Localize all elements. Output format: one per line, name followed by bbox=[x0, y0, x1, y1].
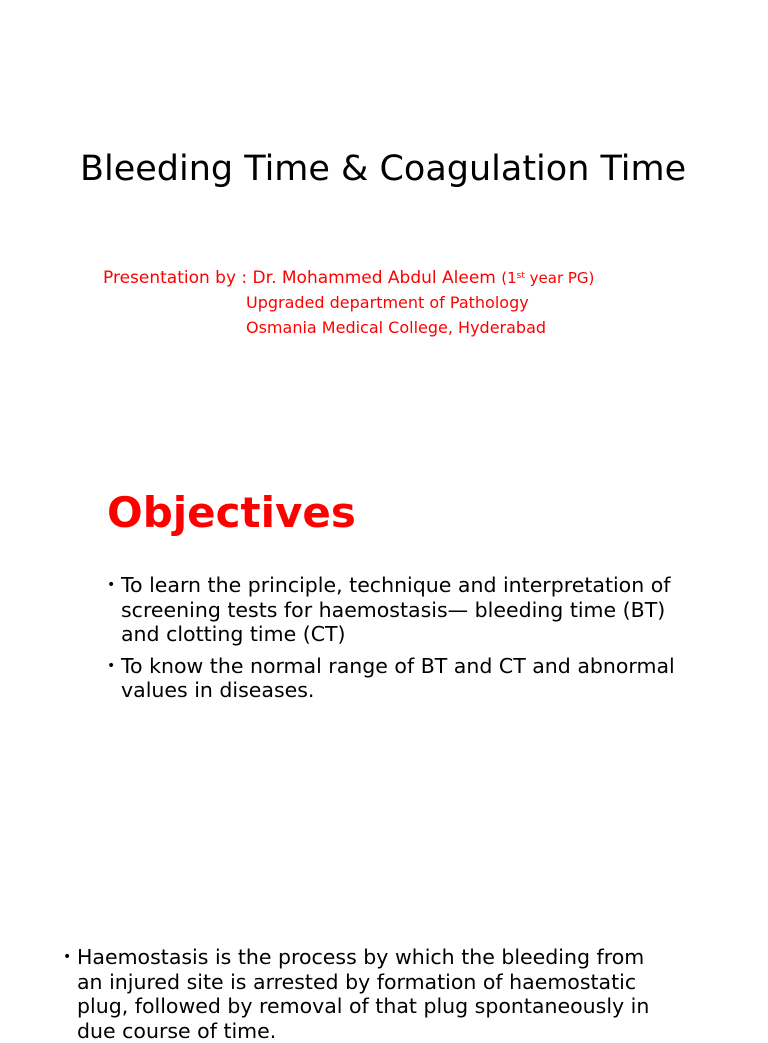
objective-text: To learn the principle, technique and interpretation of screening tests for haemostasis— bleeding time (BT) and clotting time (CT) bbox=[121, 573, 671, 646]
presenter-name: Presentation by : Dr. Mohammed Abdul Aleem bbox=[103, 268, 502, 288]
presenter-year bbox=[501, 269, 594, 287]
bullet-icon: • bbox=[63, 949, 72, 965]
haemostasis-list bbox=[63, 945, 663, 1043]
bullet-icon: • bbox=[107, 577, 116, 593]
haemostasis-text: Haemostasis is the process by which the bleeding from an injured site is arrested by formation of haemostatic plug, followed by removal of that plug spontaneously in due course of time. bbox=[77, 945, 650, 1043]
presenter-year-open: (1 bbox=[501, 269, 517, 287]
objectives-heading: Objectives bbox=[107, 488, 356, 537]
list-item bbox=[63, 945, 663, 1043]
presenter-year-rest: year PG) bbox=[524, 269, 595, 287]
presenter-line bbox=[103, 266, 594, 290]
objectives-list bbox=[107, 573, 707, 703]
department-line: Upgraded department of Pathology bbox=[246, 293, 529, 312]
bullet-icon: • bbox=[107, 657, 116, 674]
slide-title: Bleeding Time & Coagulation Time bbox=[80, 149, 687, 189]
list-item bbox=[107, 573, 707, 647]
college-line: Osmania Medical College, Hyderabad bbox=[246, 318, 547, 337]
list-item bbox=[107, 654, 707, 703]
presenter-year-sup: st bbox=[516, 271, 525, 281]
objective-text: To know the normal range of BT and CT and abnormal values in diseases. bbox=[121, 653, 675, 702]
